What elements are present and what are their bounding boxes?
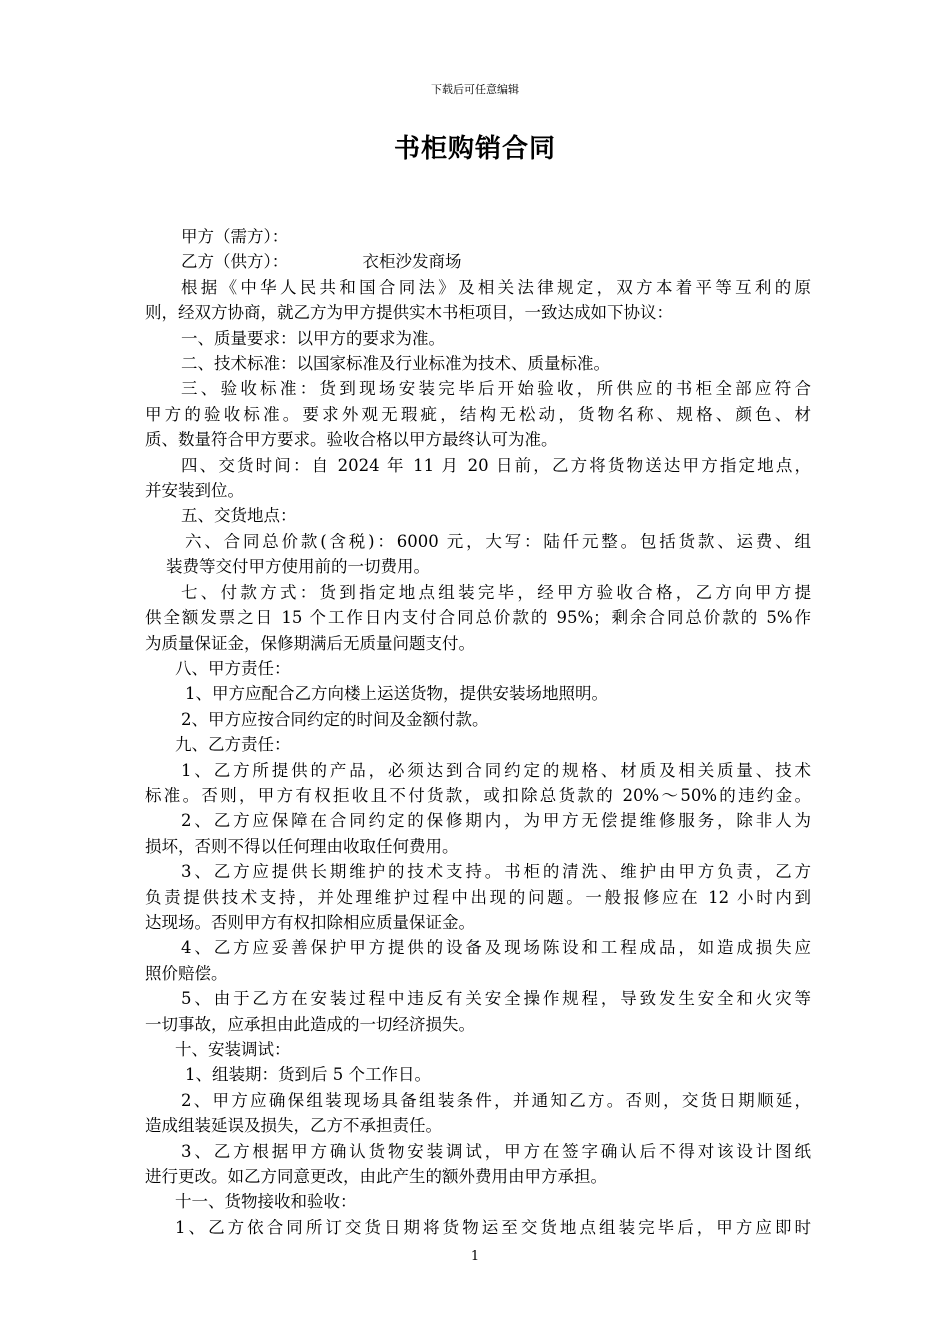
- contract-line: 5、由于乙方在安装过程中违反有关安全操作规程，导致发生安全和火灾等: [181, 989, 811, 1009]
- contract-line: 达现场。否则甲方有权扣除相应质量保证金。: [145, 912, 475, 932]
- contract-line: 1、组装期：货到后 5 个工作日。: [185, 1065, 431, 1085]
- contract-line: 五、交货地点：: [181, 506, 297, 526]
- contract-line: 损坏，否则不得以任何理由收取任何费用。: [145, 836, 459, 856]
- contract-line: 七、付款方式：货到指定地点组装完毕，经甲方验收合格，乙方向甲方提: [181, 582, 811, 602]
- contract-line: 供全额发票之日 15 个工作日内支付合同总价款的 95%；剩余合同总价款的 5%作: [145, 608, 811, 628]
- contract-line: 造成组装延误及损失，乙方不承担责任。: [145, 1116, 442, 1136]
- contract-line: 一切事故，应承担由此造成的一切经济损失。: [145, 1014, 475, 1034]
- contract-body: [145, 224, 811, 1240]
- contract-line: 负责提供技术支持，并处理维护过程中出现的问题。一般报修应在 12 小时内到: [145, 887, 811, 907]
- contract-line: 2、甲方应确保组装现场具备组装条件，并通知乙方。否则，交货日期顺延，: [181, 1090, 811, 1110]
- contract-title: 书柜购销合同: [393, 134, 556, 164]
- contract-line: 六、合同总价款(含税)：6000 元，大写：陆仟元整。包括货款、运费、组: [185, 531, 811, 551]
- contract-line: 标准。否则，甲方有权拒收且不付货款，或扣除总货款的 20%～50%的违约金。: [145, 785, 811, 805]
- contract-line: 1、乙方依合同所订交货日期将货物运至交货地点组装完毕后，甲方应即时: [175, 1217, 811, 1237]
- contract-line: 根据《中华人民共和国合同法》及相关法律规定，双方本着平等互利的原: [181, 277, 811, 297]
- contract-line: 进行更改。如乙方同意更改，由此产生的额外费用由甲方承担。: [145, 1167, 607, 1187]
- contract-line: 装费等交付甲方使用前的一切费用。: [166, 557, 430, 577]
- contract-line: 十、安装调试：: [175, 1040, 291, 1059]
- contract-line: 二、技术标准：以国家标准及行业标准为技术、质量标准。: [181, 354, 610, 374]
- contract-line: 一、质量要求：以甲方的要求为准。: [181, 328, 445, 348]
- contract-line: 2、甲方应按合同约定的时间及金额付款。: [181, 709, 489, 729]
- contract-line: 4、乙方应妥善保护甲方提供的设备及现场陈设和工程成品，如造成损失应: [181, 938, 811, 958]
- contract-line: 3、乙方应提供长期维护的技术支持。书柜的清洗、维护由甲方负责，乙方: [181, 862, 811, 882]
- contract-line: 乙方（供方）： 衣柜沙发商场: [181, 252, 462, 272]
- contract-line: 3、乙方根据甲方确认货物安装调试，甲方在签字确认后不得对该设计图纸: [181, 1141, 811, 1161]
- contract-line: 2、乙方应保障在合同约定的保修期内，为甲方无偿提维修服务，除非人为: [181, 811, 811, 831]
- contract-line: 九、乙方责任：: [175, 735, 291, 755]
- contract-line: 十一、货物接收和验收：: [175, 1192, 357, 1212]
- page-number: 1: [470, 1249, 480, 1264]
- contract-line: 八、甲方责任：: [175, 658, 291, 678]
- contract-line: 为质量保证金，保修期满后无质量问题支付。: [145, 633, 475, 653]
- contract-line: 1、甲方应配合乙方向楼上运送货物，提供安装场地照明。: [185, 684, 608, 704]
- contract-line: 甲方的验收标准。要求外观无瑕疵，结构无松动，货物名称、规格、颜色、材: [145, 404, 811, 424]
- header-note: 下载后可任意编辑: [431, 83, 519, 96]
- contract-line: 照价赔偿。: [145, 963, 228, 983]
- contract-line: 甲方（需方）：: [181, 227, 289, 246]
- contract-line: 质、数量符合甲方要求。验收合格以甲方最终认可为准。: [145, 430, 558, 450]
- contract-line: 四、交货时间：自 2024 年 11 月 20 日前，乙方将货物送达甲方指定地点，: [181, 455, 811, 475]
- contract-line: 1、乙方所提供的产品，必须达到合同约定的规格、材质及相关质量、技术: [181, 760, 811, 780]
- contract-line: 则，经双方协商，就乙方为甲方提供实木书柜项目，一致达成如下协议：: [145, 303, 673, 323]
- contract-line: 三、验收标准：货到现场安装完毕后开始验收，所供应的书柜全部应符合: [181, 379, 811, 399]
- contract-line: 并安装到位。: [145, 481, 244, 501]
